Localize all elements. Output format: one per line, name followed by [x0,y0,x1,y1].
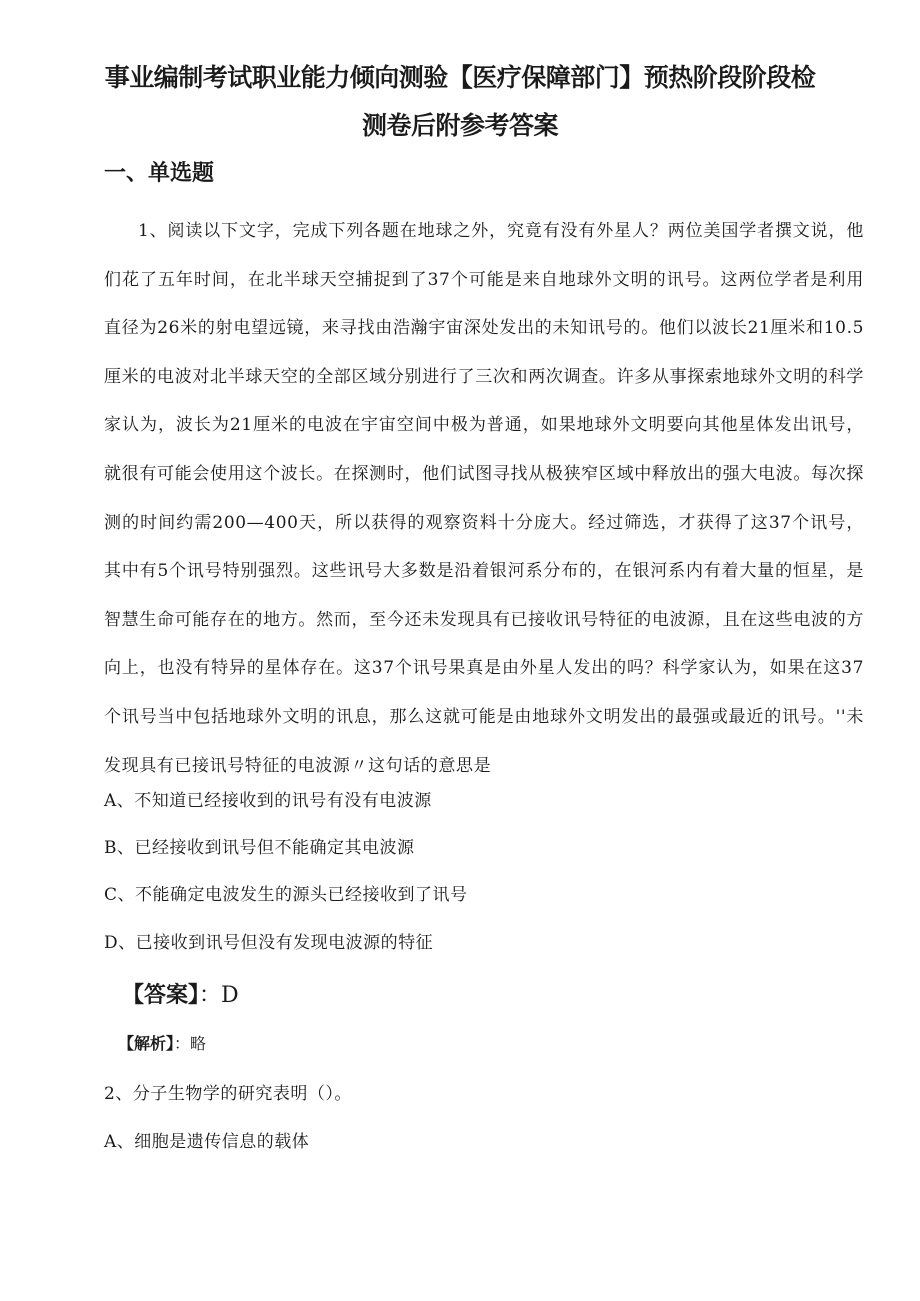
question-1-option-a: A、不知道已经接收到的讯号有没有电波源 [104,791,432,811]
question-1-answer [122,978,239,1009]
section-heading: 一、单选题 [104,161,215,186]
document-title-line-1: 事业编制考试职业能力倾向测验【医疗保障部门】预热阶段阶段检 [104,63,816,92]
question-1-option-c: C、不能确定电波发生的源头已经接收到了讯号 [104,885,468,905]
analysis-value: ：略 [174,1034,207,1053]
question-2-option-a: A、细胞是遗传信息的载体 [104,1132,310,1152]
question-1-analysis [118,1031,206,1054]
question-1-text: 1、阅读以下文字，完成下列各题在地球之外，究竟有没有外星人？两位美国学者撰文说，他们花了五年时间，在北半球天空捕捉到了37个可能是来自地球外文明的讯号。这两位学者是利用直径为26米的射电望远镜，来寻找由浩瀚宇宙深处发出的未知讯号的。他们以波长21厘米和10.5厘米的电波对北半球天空的全部区域分别进行了三次和两次调查。许多从事探索地球外文明的科学家认为，波长为21厘米的电波在宇宙空间中极为普通，如果地球外文明要向其他星体发出讯号，就很有可能会使用这个波长。在探测时，他们试图寻找从极狭窄区域中释放出的强大电波。每次探测的时间约需200—400天，所以获得的观察资料十分庞大。经过筛选，才获得了这37个讯号，其中有5个讯号特别强烈。这些讯号大多数是沿着银河系分布的，在银河系内有着大量的恒星，是智慧生命可能存在的地方。然而，至今还未发现具有已接收讯号特征的电波源，且在这些电波的方向上，也没有特异的星体存在。这37个讯号果真是由外星人发出的吗？科学家认为，如果在这37个讯号当中包括地球外文明的讯息，那么这就可能是由地球外文明发出的最强或最近的讯号。''未发现具有已接讯号特征的电波源〃这句话的意思是 [104,221,864,776]
question-2-text: 2、分子生物学的研究表明（）。 [104,1084,352,1104]
question-1-option-d: D、已接收到讯号但没有发现电波源的特征 [104,933,434,953]
analysis-label: 【解析】 [118,1034,175,1053]
document-title-line-2: 测卷后附参考答案 [361,111,558,140]
answer-value: ：D [199,983,239,1008]
question-1-option-b: B、已经接收到讯号但不能确定其电波源 [104,838,415,858]
answer-label: 【答案】 [122,983,200,1008]
